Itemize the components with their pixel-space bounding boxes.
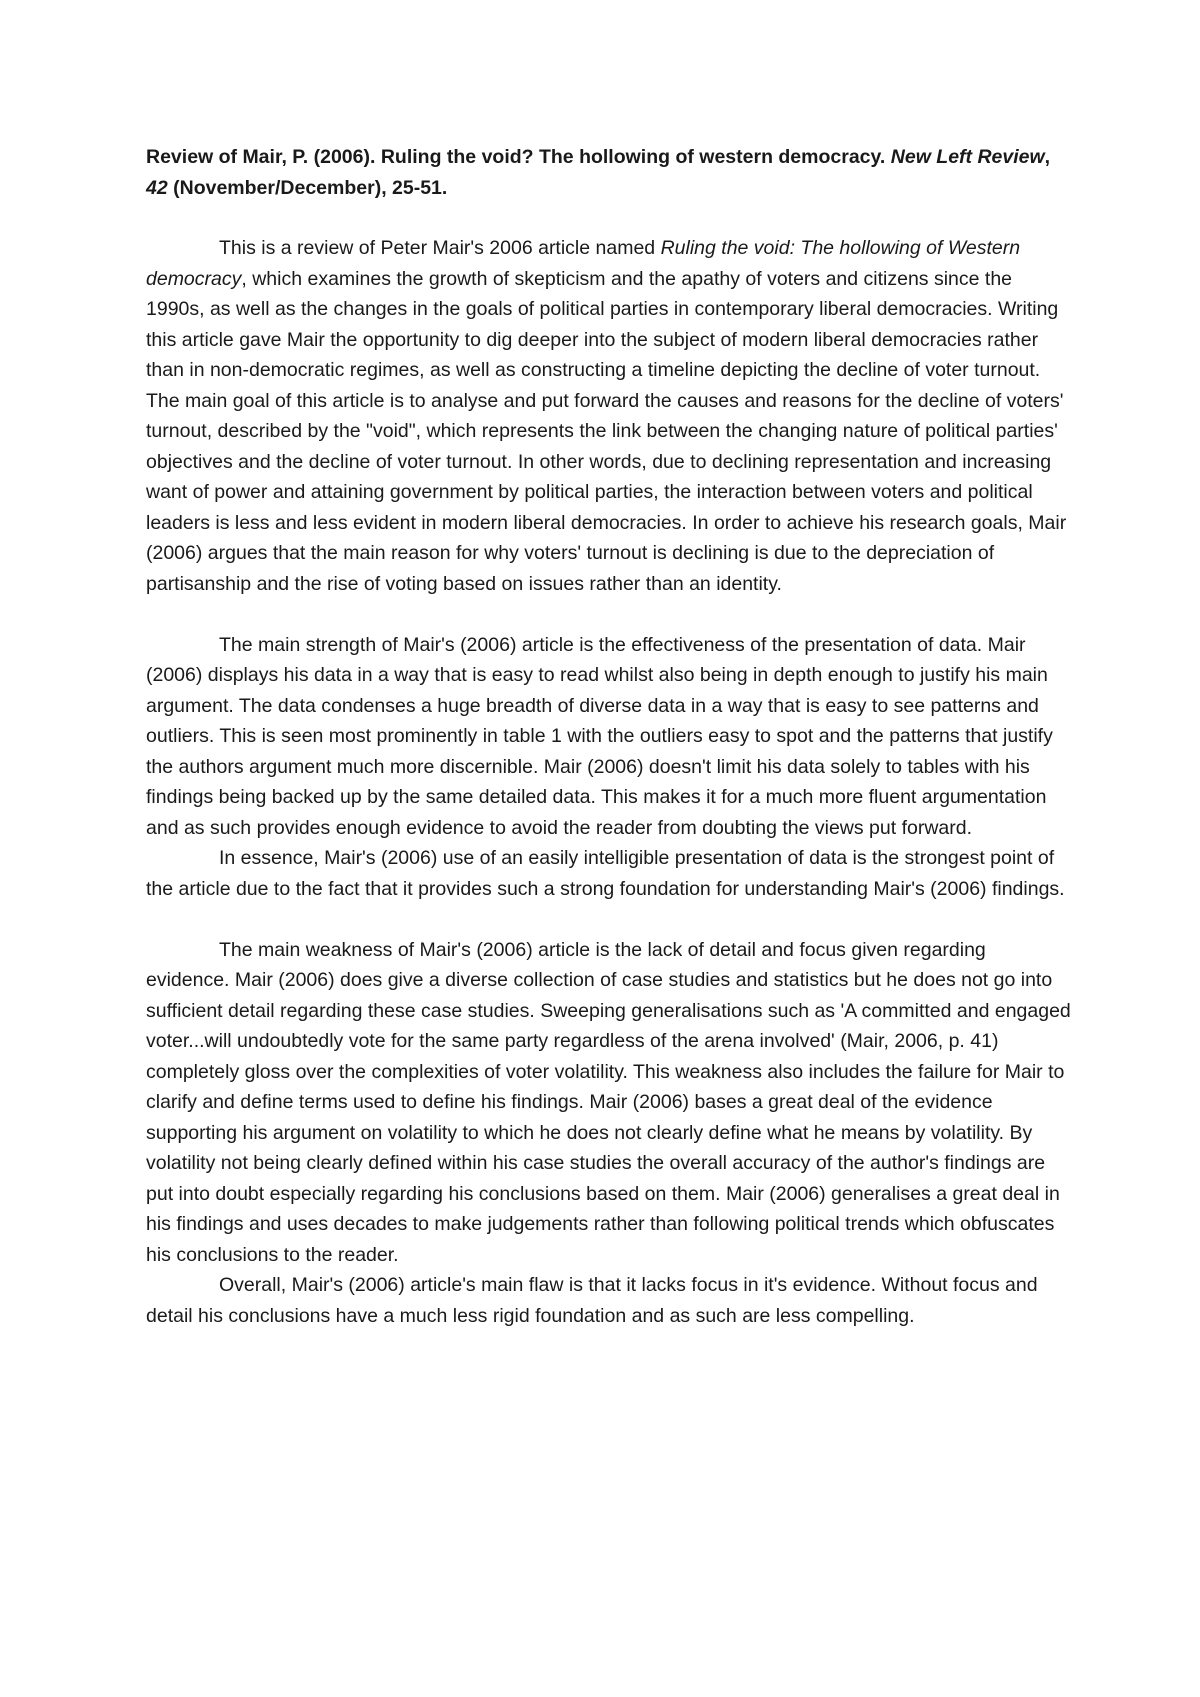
paragraph-gap — [146, 904, 1074, 935]
citation-volume: 42 — [146, 176, 168, 199]
summary-intro: This is a review of Peter Mair's 2006 article named — [219, 237, 661, 259]
paragraph-summary — [146, 233, 1074, 599]
summary-body: , which examines the growth of skepticism and the apathy of voters and citizens since the 1990s, as well as the changes in the goals of political parties in contemporary liberal democracies. Writing this article gave Mair the opportunity to dig deeper into the subject of modern liberal democracies rather than in non-democratic regimes, as well as constructing a timeline depicting the decline of voter turnout. The main goal of this article is to analyse and put forward the causes and reasons for the decline of voters' turnout, described by the "void", which represents the link between the changing nature of political parties' objectives and the decline of voter turnout. In other words, due to declining representation and increasing want of power and attaining government by political parties, the interaction between voters and political leaders is less and less evident in modern liberal democracies. In order to achieve his research goals, Mair (2006) argues that the main reason for why voters' turnout is declining is due to the depreciation of partisanship and the rise of voting based on issues rather than an identity. — [146, 267, 1067, 595]
paragraph-strength: The main strength of Mair's (2006) article is the effectiveness of the presentation of data. Mair (2006) displays his data in a way that is easy to read whilst also being in depth enough to justify his main argument. The data condenses a huge breadth of diverse data in a way that is easy to see patterns and outliers. This is seen most prominently in table 1 with the outliers easy to spot and the patterns that justify the authors argument much more discernible. Mair (2006) doesn't limit his data solely to tables with his findings being backed up by the same detailed data. This makes it for a much more fluent argumentation and as such provides enough evidence to avoid the reader from doubting the views put forward. — [146, 633, 1053, 839]
article-title-italic: Ruling the void: The hollowing of Western democracy — [146, 237, 1021, 290]
document-body — [146, 142, 1074, 1331]
paragraph-gap — [146, 599, 1074, 630]
review-citation-heading — [146, 142, 1074, 203]
citation-journal: New Left Review — [890, 146, 1045, 168]
citation-main: Review of Mair, P. (2006). Ruling the void? The hollowing of western democracy. — [146, 146, 891, 168]
citation-separator: , — [1044, 146, 1051, 168]
citation-pages: (November/December), 25-51. — [167, 176, 448, 199]
paragraph-strength-conclusion: In essence, Mair's (2006) use of an easily intelligible presentation of data is the strongest point of the article due to the fact that it provides such a strong foundation for understanding Mair's (2006) findings. — [146, 847, 1065, 900]
paragraph-weakness-conclusion: Overall, Mair's (2006) article's main flaw is that it lacks focus in it's evidence. Without focus and detail his conclusions have a much less rigid foundation and as such are less compelling. — [146, 1274, 1038, 1327]
paragraph-weakness: The main weakness of Mair's (2006) article is the lack of detail and focus given regarding evidence. Mair (2006) does give a diverse collection of case studies and statistics but he does not go into sufficient detail regarding these case studies. Sweeping generalisations such as 'A committed and engaged voter...will undoubtedly vote for the same party regardless of the arena involved' (Mair, 2006, p. 41) completely gloss over the complexities of voter volatility. This weakness also includes the failure for Mair to clarify and define terms used to define his findings. Mair (2006) bases a great deal of the evidence supporting his argument on volatility to which he does not clearly define what he means by volatility. By volatility not being clearly defined within his case studies the overall accuracy of the author's findings are put into doubt especially regarding his conclusions based on them. Mair (2006) generalises a great deal in his findings and uses decades to make judgements rather than following political trends which obfuscates his conclusions to the reader. — [146, 938, 1071, 1266]
